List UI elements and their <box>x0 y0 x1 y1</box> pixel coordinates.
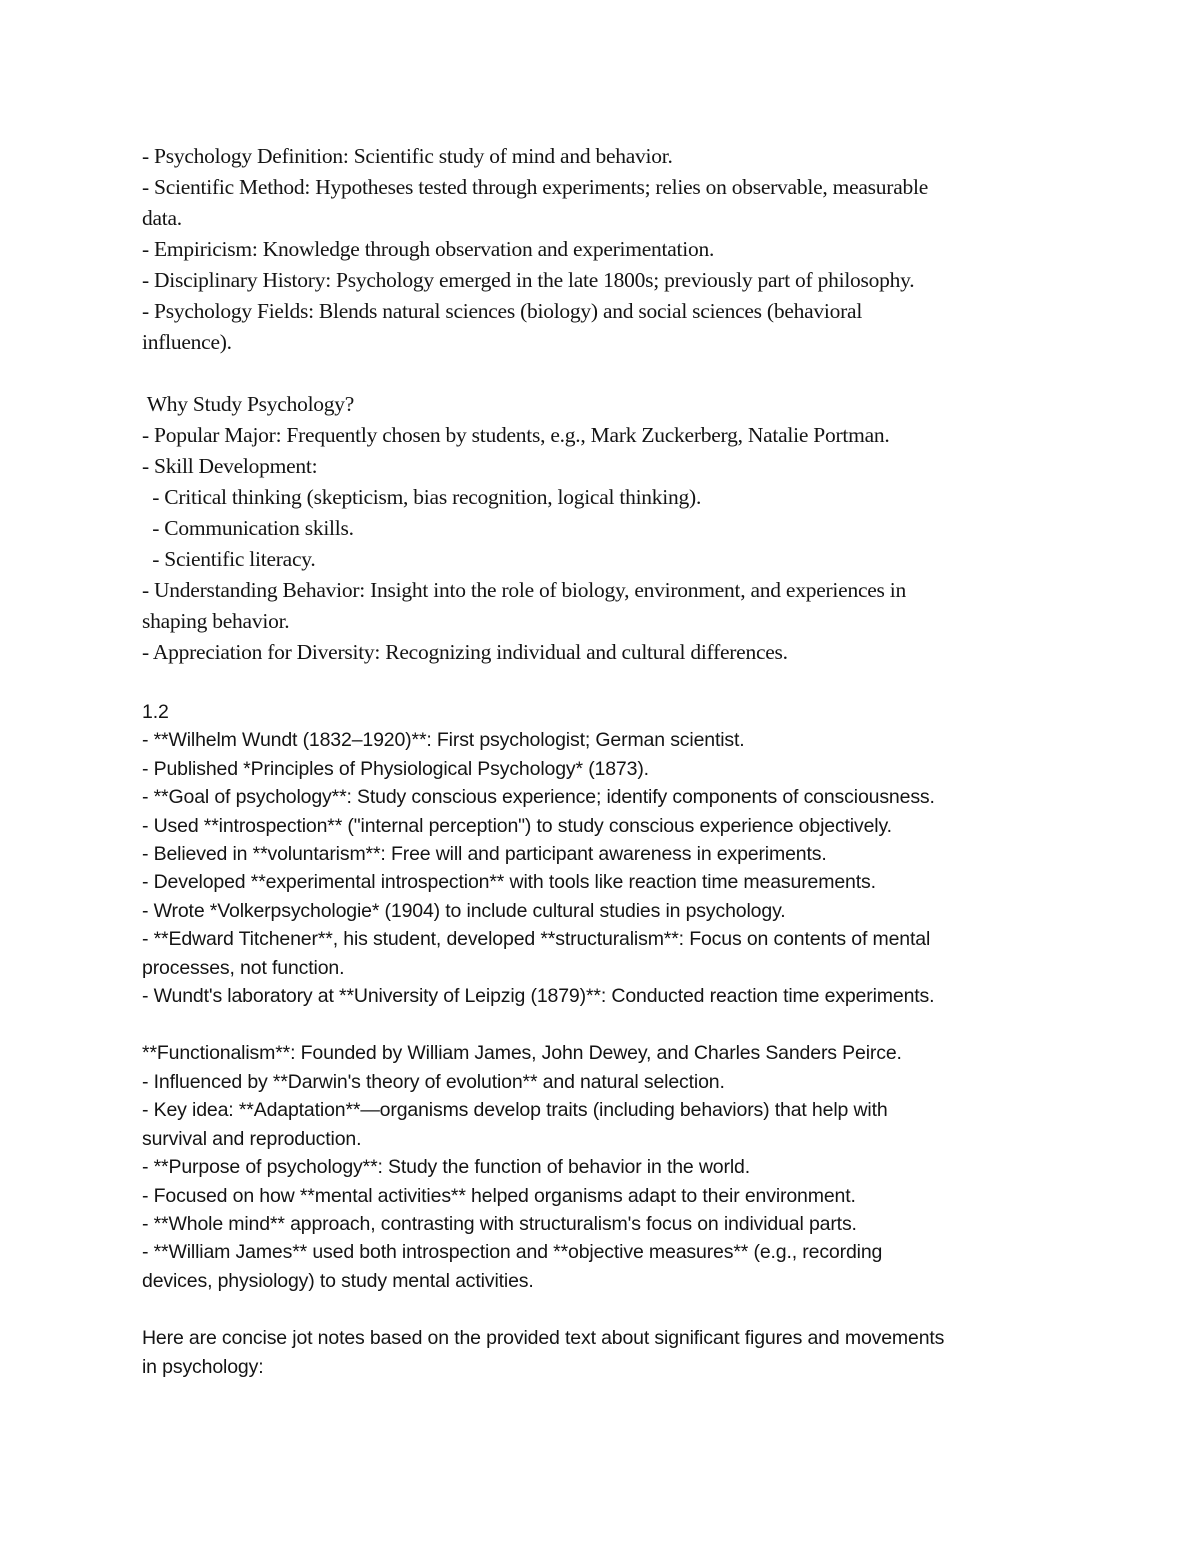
text-line: - Published *Principles of Physiological Psychology* (1873). <box>142 757 649 780</box>
text-line: influence). <box>142 330 232 354</box>
text-line: **Functionalism**: Founded by William James, John Dewey, and Charles Sanders Peirce. <box>142 1042 902 1065</box>
sans-notes-block <box>142 698 1062 1381</box>
text-line: - Psychology Fields: Blends natural sciences (biology) and social sciences (behavioral <box>142 299 863 323</box>
closing-section <box>142 1324 1062 1381</box>
text-line: - Used **introspection** ("internal perception") to study conscious experience objectively. <box>142 814 892 837</box>
text-line: data. <box>142 206 182 230</box>
text-line: - Wrote *Volkerpsychologie* (1904) to include cultural studies in psychology. <box>142 899 786 922</box>
text-line: - Empiricism: Knowledge through observation and experimentation. <box>142 237 715 261</box>
text-line: - **Goal of psychology**: Study conscious experience; identify components of consciousness. <box>142 786 935 809</box>
serif-notes-block <box>142 141 1062 668</box>
text-line: - Wundt's laboratory at **University of Leipzig (1879)**: Conducted reaction time experiments. <box>142 985 935 1008</box>
text-line: shaping behavior. <box>142 609 290 633</box>
text-line: - **Purpose of psychology**: Study the function of behavior in the world. <box>142 1156 750 1179</box>
text-line: - Skill Development: <box>142 454 318 478</box>
text-line: - **Whole mind** approach, contrasting with structuralism's focus on individual parts. <box>142 1212 857 1235</box>
text-line: - Communication skills. <box>142 516 354 540</box>
text-line: - Understanding Behavior: Insight into the role of biology, environment, and experiences in <box>142 578 906 602</box>
definitions-section <box>142 141 1062 358</box>
text-line: devices, physiology) to study mental activities. <box>142 1269 534 1292</box>
text-line: - Believed in **voluntarism**: Free will and participant awareness in experiments. <box>142 843 827 866</box>
paragraph-gap <box>142 1295 1062 1324</box>
text-line: - Popular Major: Frequently chosen by students, e.g., Mark Zuckerberg, Natalie Portman. <box>142 423 890 447</box>
section-number: 1.2 <box>142 701 169 723</box>
wundt-section <box>142 698 1062 1010</box>
text-line: - Psychology Definition: Scientific study of mind and behavior. <box>142 144 673 168</box>
text-line: survival and reproduction. <box>142 1127 362 1150</box>
text-line: Here are concise jot notes based on the provided text about significant figures and movements <box>142 1327 945 1350</box>
why-study-section <box>142 389 1062 668</box>
text-line: - Scientific literacy. <box>142 547 316 571</box>
text-line: - Developed **experimental introspection** with tools like reaction time measurements. <box>142 871 876 894</box>
text-line: - **Wilhelm Wundt (1832–1920)**: First psychologist; German scientist. <box>142 729 745 752</box>
text-line: - Appreciation for Diversity: Recognizing individual and cultural differences. <box>142 640 788 664</box>
text-line: - Disciplinary History: Psychology emerged in the late 1800s; previously part of philosophy. <box>142 268 915 292</box>
text-line: in psychology: <box>142 1355 264 1378</box>
functionalism-section <box>142 1039 1062 1295</box>
text-line: - Influenced by **Darwin's theory of evolution** and natural selection. <box>142 1070 725 1093</box>
section-heading: Why Study Psychology? <box>142 392 355 416</box>
text-line: - **Edward Titchener**, his student, developed **structuralism**: Focus on contents of mental <box>142 928 931 951</box>
text-line: - Focused on how **mental activities** helped organisms adapt to their environment. <box>142 1184 856 1207</box>
text-line: - **William James** used both introspection and **objective measures** (e.g., recording <box>142 1241 883 1264</box>
text-line: - Critical thinking (skepticism, bias recognition, logical thinking). <box>142 485 702 509</box>
text-line: - Scientific Method: Hypotheses tested through experiments; relies on observable, measurable <box>142 175 929 199</box>
paragraph-gap <box>142 358 1062 389</box>
paragraph-gap <box>142 1010 1062 1039</box>
text-line: - Key idea: **Adaptation**—organisms develop traits (including behaviors) that help with <box>142 1099 888 1122</box>
text-line: processes, not function. <box>142 956 345 979</box>
